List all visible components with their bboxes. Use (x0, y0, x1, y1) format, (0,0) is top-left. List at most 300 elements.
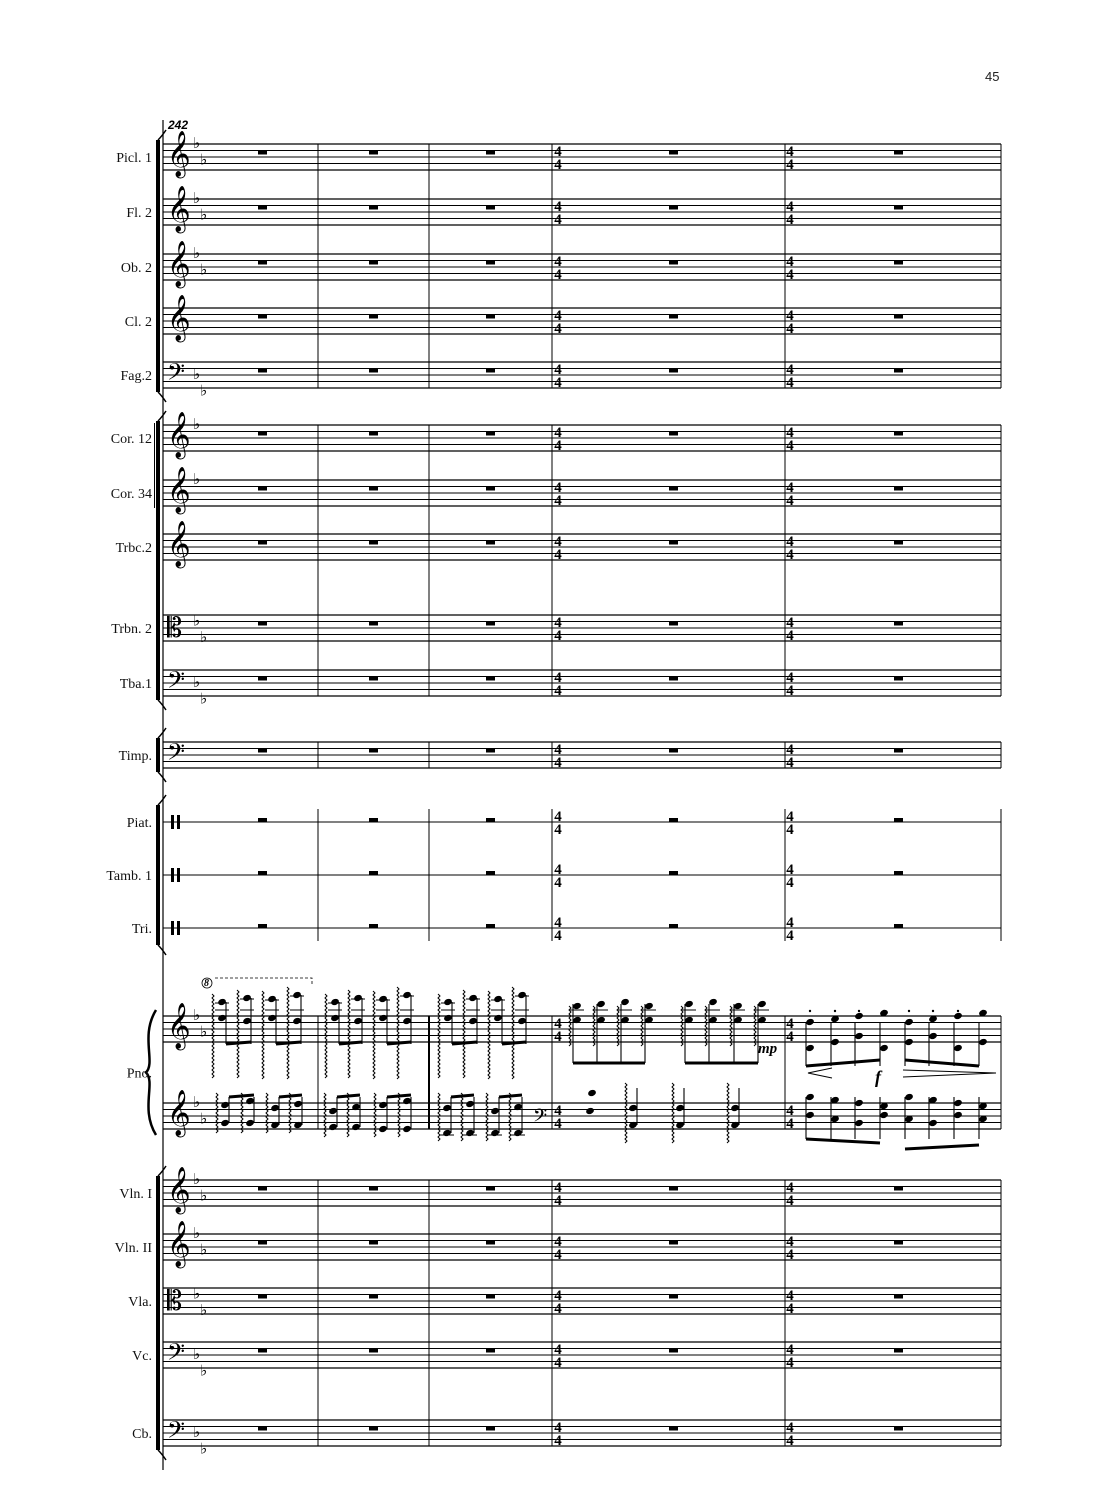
time-signature-numerator: 4 (786, 480, 794, 496)
whole-rest-icon (486, 369, 495, 373)
arpeggio-icon (486, 1093, 488, 1141)
instrument-label: Fl. 2 (126, 206, 152, 221)
note-head (928, 1119, 938, 1127)
arpeggio-icon (347, 1093, 349, 1137)
note-head (854, 1012, 864, 1020)
whole-rest-icon (258, 487, 267, 491)
bass-clef-icon: 𝄢 (167, 1416, 186, 1449)
whole-rest-icon (369, 1241, 378, 1245)
time-signature-denominator: 4 (554, 267, 562, 283)
whole-rest-icon (669, 871, 678, 875)
arpeggio-icon (266, 1093, 268, 1133)
instrument-label: Tri. (131, 922, 152, 937)
staff (120, 666, 1001, 707)
note-head (517, 991, 527, 999)
arpeggio-icon (593, 1006, 595, 1046)
staff (125, 295, 1001, 343)
bracket-hook (158, 130, 166, 140)
whole-rest-icon (669, 818, 678, 822)
staff (116, 131, 1001, 179)
whole-rest-icon (369, 677, 378, 681)
time-signature-numerator: 4 (554, 1342, 562, 1358)
flat-icon: ♭ (193, 1093, 201, 1111)
instrument-label: Tba.1 (119, 677, 152, 692)
staccato-dot (834, 1010, 836, 1012)
staff (111, 412, 1001, 460)
flat-icon: ♭ (200, 150, 208, 169)
beam (451, 1095, 474, 1097)
note-head (353, 994, 363, 1002)
arpeggio-icon (216, 1093, 218, 1133)
note-head (292, 1017, 302, 1025)
whole-rest-icon (894, 1187, 903, 1191)
whole-rest-icon (894, 369, 903, 373)
time-signature-numerator: 4 (554, 362, 562, 378)
whole-rest-icon (486, 1349, 495, 1353)
percussion-clef-icon (177, 921, 180, 935)
staff (119, 738, 1001, 771)
note-head (267, 1014, 277, 1022)
time-signature-numerator: 4 (786, 670, 794, 686)
treble-clef-icon: 𝄞 (167, 295, 191, 341)
staccato-dot (883, 1010, 885, 1012)
time-signature-denominator: 4 (786, 547, 794, 563)
whole-rest-icon (669, 677, 678, 681)
beam (502, 1042, 526, 1044)
whole-rest-icon (669, 1427, 678, 1431)
piano-part (202, 978, 996, 1149)
time-signature-numerator: 4 (786, 1288, 794, 1304)
whole-rest-icon (486, 1295, 495, 1299)
arpeggio-icon (617, 1006, 619, 1046)
staccato-dot (957, 1010, 959, 1012)
whole-rest-icon (894, 924, 903, 928)
whole-rest-icon (369, 206, 378, 210)
whole-rest-icon (369, 487, 378, 491)
time-signature-numerator: 4 (554, 742, 562, 758)
whole-rest-icon (894, 541, 903, 545)
instrument-label: Vln. I (119, 1187, 152, 1202)
beam (279, 1095, 302, 1097)
instrument-label: Trbc.2 (115, 541, 152, 556)
note-head (378, 995, 388, 1003)
bracket-hook (158, 700, 166, 710)
note-head (953, 1099, 963, 1107)
note-head (953, 1111, 963, 1119)
note-head (854, 1032, 864, 1040)
staccato-dot (908, 1010, 910, 1012)
time-signature-numerator: 4 (554, 862, 562, 878)
time-signature-denominator: 4 (554, 438, 562, 454)
time-signature-denominator: 4 (786, 493, 794, 509)
time-signature-denominator: 4 (554, 1301, 562, 1317)
note-head (978, 1038, 988, 1046)
note-head (733, 1002, 743, 1010)
time-signature-denominator: 4 (554, 1193, 562, 1209)
flat-icon: ♭ (200, 627, 208, 646)
time-signature-denominator: 4 (554, 928, 562, 944)
time-signature-numerator: 4 (786, 362, 794, 378)
staccato-dot (932, 1010, 934, 1012)
note-head (953, 1044, 963, 1052)
whole-rest-icon (369, 1295, 378, 1299)
note-head (443, 998, 453, 1006)
instrument-label: Vla. (128, 1295, 152, 1310)
whole-rest-icon (258, 1427, 267, 1431)
time-signature-denominator: 4 (554, 375, 562, 391)
note-head (805, 1018, 815, 1026)
time-signature-numerator: 4 (554, 425, 562, 441)
whole-rest-icon (669, 1295, 678, 1299)
staff (106, 862, 1001, 891)
staff (116, 521, 1001, 569)
staccato-dot (809, 1010, 811, 1012)
bracket-hook (158, 411, 166, 421)
arpeggio-icon (641, 1006, 643, 1046)
whole-rest-icon (486, 1427, 495, 1431)
time-signature-numerator: 4 (786, 199, 794, 215)
instrument-label: Cor. 34 (110, 487, 152, 502)
flat-icon: ♭ (193, 1284, 201, 1303)
whole-rest-icon (669, 315, 678, 319)
note-head (596, 1000, 606, 1008)
bracket-hook (158, 772, 166, 782)
whole-rest-icon (669, 151, 678, 155)
beam (387, 1042, 411, 1044)
whole-rest-icon (258, 315, 267, 319)
time-signature-numerator: 4 (554, 615, 562, 631)
whole-rest-icon (369, 369, 378, 373)
percussion-clef-icon (171, 815, 174, 829)
whole-rest-icon (669, 1241, 678, 1245)
arpeggio-icon (672, 1083, 674, 1143)
time-signature-denominator: 4 (786, 628, 794, 644)
whole-rest-icon (258, 1187, 267, 1191)
time-signature-numerator: 4 (554, 915, 562, 931)
note-head (245, 1097, 255, 1105)
flat-icon: ♭ (193, 1345, 201, 1363)
arpeggio-icon (681, 1006, 683, 1046)
whole-rest-icon (669, 622, 678, 626)
arpeggio-icon (262, 991, 264, 1079)
arpeggio-icon (374, 1093, 376, 1137)
time-signature-numerator: 4 (786, 144, 794, 160)
note-head (402, 1125, 412, 1133)
whole-rest-icon (486, 315, 495, 319)
whole-rest-icon (669, 487, 678, 491)
whole-rest-icon (894, 622, 903, 626)
flat-icon: ♭ (200, 689, 208, 708)
flat-icon: ♭ (193, 1423, 201, 1441)
group-bracket (156, 805, 160, 945)
percussion-clef-icon (177, 868, 180, 882)
flat-icon: ♭ (200, 1361, 208, 1380)
whole-rest-icon (894, 677, 903, 681)
note-head (443, 1014, 453, 1022)
whole-rest-icon (369, 315, 378, 319)
bracket-hook (158, 795, 166, 805)
time-signature-denominator: 4 (554, 157, 562, 173)
arpeggio-icon (569, 1006, 571, 1046)
whole-rest-icon (894, 871, 903, 875)
note-head (292, 991, 302, 999)
flat-icon: ♭ (200, 1109, 208, 1128)
whole-rest-icon (894, 315, 903, 319)
time-signature-numerator: 4 (554, 308, 562, 324)
arpeggio-icon (754, 1006, 756, 1046)
group-bracket (156, 1176, 160, 1450)
flat-icon: ♭ (200, 205, 208, 224)
note-head (854, 1119, 864, 1127)
note-head (378, 1101, 388, 1109)
whole-rest-icon (669, 924, 678, 928)
whole-rest-icon (258, 677, 267, 681)
note-head (217, 998, 227, 1006)
whole-rest-icon (258, 151, 267, 155)
staff (132, 1338, 1001, 1379)
whole-rest-icon (486, 871, 495, 875)
whole-rest-icon (669, 1187, 678, 1191)
beam (806, 1139, 880, 1143)
whole-rest-icon (894, 1241, 903, 1245)
note-head (620, 998, 630, 1006)
flat-icon: ♭ (193, 470, 201, 488)
whole-rest-icon (258, 206, 267, 210)
whole-rest-icon (486, 487, 495, 491)
arpeggio-icon (348, 990, 350, 1078)
instrument-label: Cb. (132, 1427, 152, 1442)
whole-rest-icon (486, 151, 495, 155)
time-signature-numerator: 4 (786, 1180, 794, 1196)
staccato-dot (858, 1010, 860, 1012)
arpeggio-icon (705, 1006, 707, 1046)
whole-rest-icon (894, 1295, 903, 1299)
ottava-line (215, 978, 312, 986)
note-head (628, 1104, 638, 1112)
whole-rest-icon (669, 541, 678, 545)
note-head (830, 1038, 840, 1046)
whole-rest-icon (486, 432, 495, 436)
whole-rest-icon (669, 261, 678, 265)
whole-rest-icon (894, 261, 903, 265)
page-number: 45 (985, 69, 1000, 84)
flat-icon: ♭ (200, 1022, 208, 1041)
time-signature-numerator: 4 (554, 1016, 562, 1032)
staff (111, 467, 1001, 515)
note-head (675, 1104, 685, 1112)
whole-rest-icon (669, 749, 678, 753)
time-signature-numerator: 4 (786, 425, 794, 441)
note-head (879, 1044, 889, 1052)
whole-rest-icon (894, 206, 903, 210)
arpeggio-icon (212, 994, 214, 1078)
whole-rest-icon (369, 924, 378, 928)
whole-rest-icon (258, 369, 267, 373)
flat-icon: ♭ (193, 1170, 201, 1188)
note-head (378, 1014, 388, 1022)
whole-rest-icon (486, 261, 495, 265)
whole-rest-icon (669, 1349, 678, 1353)
time-signature-denominator: 4 (554, 875, 562, 891)
staff (126, 186, 1001, 234)
note-head (220, 1119, 230, 1127)
time-signature-denominator: 4 (554, 755, 562, 771)
note-head (217, 1014, 227, 1022)
whole-rest-icon (258, 1349, 267, 1353)
bracket-hook (158, 392, 166, 402)
bass-clef-icon: 𝄢 (167, 666, 186, 699)
time-signature-numerator: 4 (554, 1420, 562, 1436)
arpeggio-icon (512, 987, 514, 1079)
alto-clef-icon: 𝄡 (167, 1286, 183, 1317)
whole-rest-icon (486, 749, 495, 753)
bass-clef-icon: 𝄢 (167, 358, 186, 391)
note-head (242, 994, 252, 1002)
note-head (328, 1123, 338, 1131)
group-bracket (156, 421, 160, 700)
time-signature-denominator: 4 (554, 493, 562, 509)
note-head (684, 1000, 694, 1008)
whole-rest-icon (258, 1295, 267, 1299)
note-head (465, 1100, 475, 1108)
arpeggio-icon (289, 1093, 291, 1133)
time-signature-denominator: 4 (786, 755, 794, 771)
time-signature-denominator: 4 (554, 1029, 562, 1045)
time-signature-denominator: 4 (786, 1355, 794, 1371)
treble-clef-icon: 𝄞 (167, 412, 191, 458)
flat-icon: ♭ (193, 189, 201, 207)
whole-rest-icon (486, 677, 495, 681)
note-head (708, 998, 718, 1006)
time-signature-numerator: 4 (554, 144, 562, 160)
percussion-clef-icon (171, 868, 174, 882)
time-signature-denominator: 4 (786, 1247, 794, 1263)
time-signature-denominator: 4 (786, 928, 794, 944)
time-signature-numerator: 4 (786, 915, 794, 931)
time-signature-numerator: 4 (554, 809, 562, 825)
group-bracket (156, 738, 160, 772)
arpeggio-icon (463, 990, 465, 1078)
treble-clef-icon: 𝄞 (167, 1167, 191, 1213)
staff (132, 1416, 1001, 1457)
note-head (493, 995, 503, 1003)
time-signature-numerator: 4 (786, 1016, 794, 1032)
note-head (805, 1111, 815, 1119)
staff (121, 358, 1002, 399)
whole-rest-icon (369, 1427, 378, 1431)
whole-rest-icon (258, 541, 267, 545)
note-head (293, 1100, 303, 1108)
treble-clef-icon: 𝄞 (167, 1221, 191, 1267)
time-signature-denominator: 4 (554, 822, 562, 838)
flat-icon: ♭ (193, 134, 201, 152)
crescendo-hairpin (808, 1068, 832, 1078)
whole-rest-icon (369, 261, 378, 265)
arpeggio-icon (373, 991, 375, 1079)
note-head (730, 1104, 740, 1112)
whole-rest-icon (894, 749, 903, 753)
instrument-label: Trbn. 2 (111, 622, 152, 637)
note-head (757, 1000, 767, 1008)
beam (387, 1095, 411, 1097)
time-signature-numerator: 4 (554, 254, 562, 270)
beam (339, 1042, 362, 1044)
flat-icon: ♭ (193, 673, 201, 691)
time-signature-denominator: 4 (786, 1116, 794, 1132)
note-head (402, 991, 412, 999)
note-head (465, 1129, 475, 1137)
beam (276, 1042, 301, 1044)
time-signature-numerator: 4 (554, 1234, 562, 1250)
flat-icon: ♭ (200, 1300, 208, 1319)
time-signature-denominator: 4 (554, 628, 562, 644)
instrument-label-piano: Pno. (126, 1066, 152, 1082)
whole-rest-icon (258, 871, 267, 875)
arpeggio-icon (241, 1093, 243, 1133)
time-signature-denominator: 4 (786, 1193, 794, 1209)
time-signature-numerator: 4 (786, 308, 794, 324)
whole-rest-icon (258, 1241, 267, 1245)
time-signature-denominator: 4 (554, 1116, 562, 1132)
instrument-label: Picl. 1 (116, 151, 152, 166)
note-head (904, 1093, 914, 1101)
note-head (587, 1089, 597, 1097)
time-signature-numerator: 4 (554, 1288, 562, 1304)
whole-rest-icon (258, 749, 267, 753)
note-head (805, 1044, 815, 1052)
whole-rest-icon (369, 541, 378, 545)
bass-clef-icon: 𝄢 (533, 1106, 548, 1131)
time-signature-denominator: 4 (786, 375, 794, 391)
time-signature-numerator: 4 (786, 615, 794, 631)
note-head (442, 1129, 452, 1137)
time-signature-denominator: 4 (786, 1301, 794, 1317)
whole-rest-icon (258, 622, 267, 626)
whole-rest-icon (258, 261, 267, 265)
whole-rest-icon (894, 1349, 903, 1353)
whole-rest-icon (486, 1241, 495, 1245)
note-head (330, 1014, 340, 1022)
beam (337, 1095, 360, 1097)
whole-rest-icon (486, 818, 495, 822)
time-signature-numerator: 4 (786, 809, 794, 825)
flat-icon: ♭ (200, 1186, 208, 1205)
time-signature-denominator: 4 (554, 1433, 562, 1449)
bracket-hook (158, 728, 166, 738)
arpeggio-icon (237, 990, 239, 1078)
beam (806, 1060, 880, 1066)
whole-rest-icon (369, 151, 378, 155)
whole-rest-icon (894, 487, 903, 491)
treble-clef-icon: 𝄞 (167, 186, 191, 232)
measure-number: 242 (168, 118, 189, 132)
time-signature-denominator: 4 (786, 822, 794, 838)
bracket-hook (158, 945, 166, 955)
instrument-label: Cl. 2 (124, 315, 152, 330)
note-head (572, 1002, 582, 1010)
time-signature-numerator: 4 (554, 1103, 562, 1119)
flat-icon: ♭ (193, 365, 201, 383)
whole-rest-icon (258, 818, 267, 822)
treble-clef-icon: 𝄞 (167, 131, 191, 177)
instrument-label: Tamb. 1 (106, 869, 152, 884)
beam (905, 1145, 979, 1149)
time-signature-denominator: 4 (554, 547, 562, 563)
whole-rest-icon (258, 432, 267, 436)
whole-rest-icon (894, 1427, 903, 1431)
beam (226, 1042, 251, 1044)
note-head (351, 1123, 361, 1131)
